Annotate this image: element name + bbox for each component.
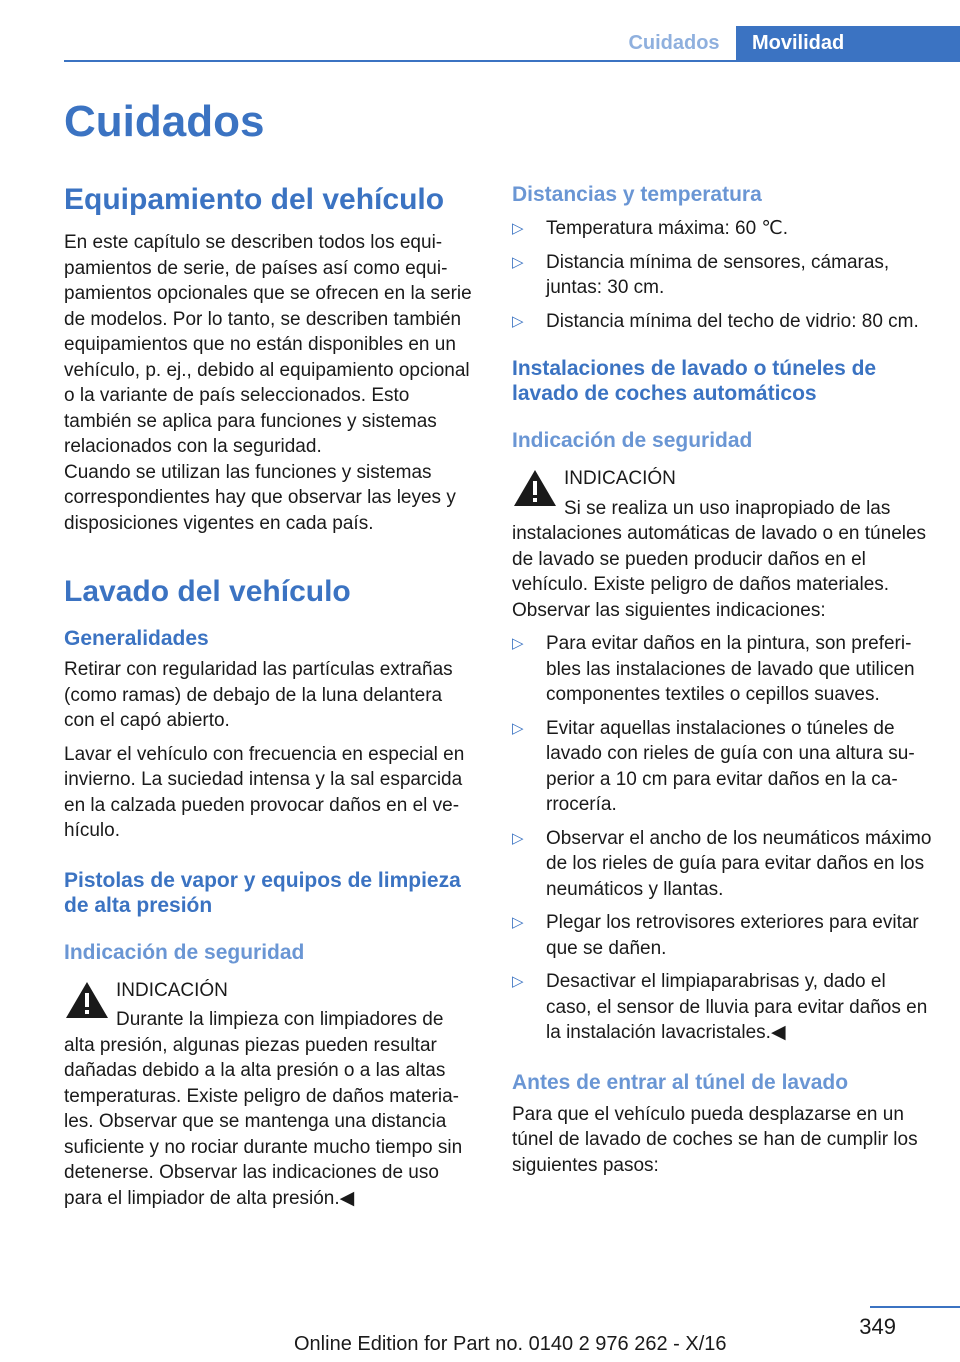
carwash-list — [512, 631, 932, 1046]
bullet-triangle-icon: ▷ — [512, 973, 524, 990]
paragraph: Lavar el vehículo con frecuencia en especial en invierno. La suciedad intensa y la sal esparcida en la calzada pueden provocar daños en el vehículo. — [64, 743, 465, 841]
warning-block — [64, 978, 478, 1212]
bullet-triangle-icon: ▷ — [512, 914, 524, 931]
section-title-lavado: Lavado del vehículo — [64, 575, 351, 608]
subsection-title-generalidades: Generalidades — [64, 627, 209, 650]
paragraph: Cuando se utilizan las funciones y sistemas correspondientes hay que observar las leyes y disposiciones vigentes en cada país. — [64, 461, 456, 534]
right-column — [512, 182, 932, 1178]
warning-text: Si se realiza un uso inapropiado de las instalaciones automáticas de lavado o en túneles de lavado se pueden producir daños en el vehículo. Existe peligro de daños materiales. Observar las siguientes indicaciones: — [512, 497, 927, 621]
warning-label: INDICACIÓN — [564, 468, 676, 489]
warning-block — [512, 466, 932, 623]
warning-text: Durante la limpieza con limpiadores de alta presión, algunas piezas pueden resultar dañadas debido a la alta presión o a las altas temperaturas. Existe peligro de daños materiales. Observar que se mantenga una distancia suficiente y no rociar durante mucho tiempo sin detenerse. Observar las indicaciones de uso para el limpiador de alta presión.◀ — [64, 1009, 463, 1209]
list-item: ▷ Distancia mínima del techo de vidrio: 80 cm. — [512, 309, 932, 335]
bullet-triangle-icon: ▷ — [512, 829, 524, 847]
list-item: ▷ Plegar los retrovisores exteriores para evitar que se dañen. — [512, 912, 919, 959]
page-number: 349 — [859, 1314, 896, 1339]
warning-triangle-icon — [512, 468, 558, 508]
header-rule — [64, 60, 960, 62]
list-item: ▷ Observar el ancho de los neumáticos máximo de los rieles de guía para evitar daños en los neumáticos y llantas. — [512, 827, 932, 900]
list-item: ▷ Para evitar daños en la pintura, son preferibles las instalaciones de lavado que utilicen componentes textiles o cepillos suaves. — [512, 633, 915, 705]
safety-title: Indicación de seguridad — [512, 429, 753, 452]
list-item: ▷ Distancia mínima de sensores, cámaras, juntas: 30 cm. — [512, 251, 890, 298]
paragraph: En este capítulo se describen todos los equipamientos de serie, de países así como equipamientos opcionales que se ofrecen en la serie de modelos. Por lo tanto, se describen también equipamientos que no están disponibles en un vehículo, p. ej., debido al equipamiento opcional o la variante de país seleccionados. Esto también se aplica para funciones y sistemas relacionados con la seguridad. — [64, 232, 472, 457]
bullet-triangle-icon: ▷ — [512, 635, 524, 652]
warning-label: INDICACIÓN — [116, 979, 228, 1001]
section-title-instalaciones: Instalaciones de lavado o túneles de lavado de coches automáticos — [512, 357, 877, 405]
safety-title: Indicación de seguridad — [64, 940, 305, 964]
bullet-triangle-icon: ▷ — [512, 220, 524, 237]
list-item: ▷ Evitar aquellas instalaciones o túneles de lavado con rieles de guía con una altura superior a 10 cm para evitar daños en la carrocería. — [512, 717, 915, 815]
subsection-title-pistolas: Pistolas de vapor y equipos de limpieza de alta presión — [64, 868, 461, 917]
warning-triangle-icon — [64, 980, 110, 1020]
list-item: ▷ Desactivar el limpiaparabrisas y, dado el caso, el sensor de lluvia para evitar daños en la instalación lavacristales.◀ — [512, 971, 928, 1043]
left-column — [64, 182, 478, 1211]
distances-list — [512, 216, 932, 334]
tab-cuidados[interactable]: Cuidados — [628, 32, 720, 54]
bullet-triangle-icon: ▷ — [512, 312, 524, 330]
section-title-distancias: Distancias y temperatura — [512, 183, 762, 206]
section-title-antes: Antes de entrar al túnel de lavado — [512, 1070, 849, 1094]
section-title-equipamiento: Equipamiento del vehículo — [64, 183, 445, 216]
footer-edition: Online Edition for Part no. 0140 2 976 262 - X/16 — [294, 1333, 727, 1355]
paragraph: Para que el vehículo pueda desplazarse en un túnel de lavado de coches se han de cumplir los siguientes pasos: — [512, 1103, 918, 1176]
list-item: ▷ Temperatura máxima: 60 ℃. — [512, 216, 932, 242]
bullet-triangle-icon: ▷ — [512, 719, 524, 737]
chapter-title: Cuidados — [64, 97, 265, 146]
bullet-triangle-icon: ▷ — [512, 253, 524, 271]
tab-movilidad[interactable]: Movilidad — [736, 26, 960, 60]
footer-rule — [870, 1306, 960, 1308]
paragraph: Retirar con regularidad las partículas extrañas (como ramas) de debajo de la luna delantera con el capó abierto. — [64, 659, 453, 731]
